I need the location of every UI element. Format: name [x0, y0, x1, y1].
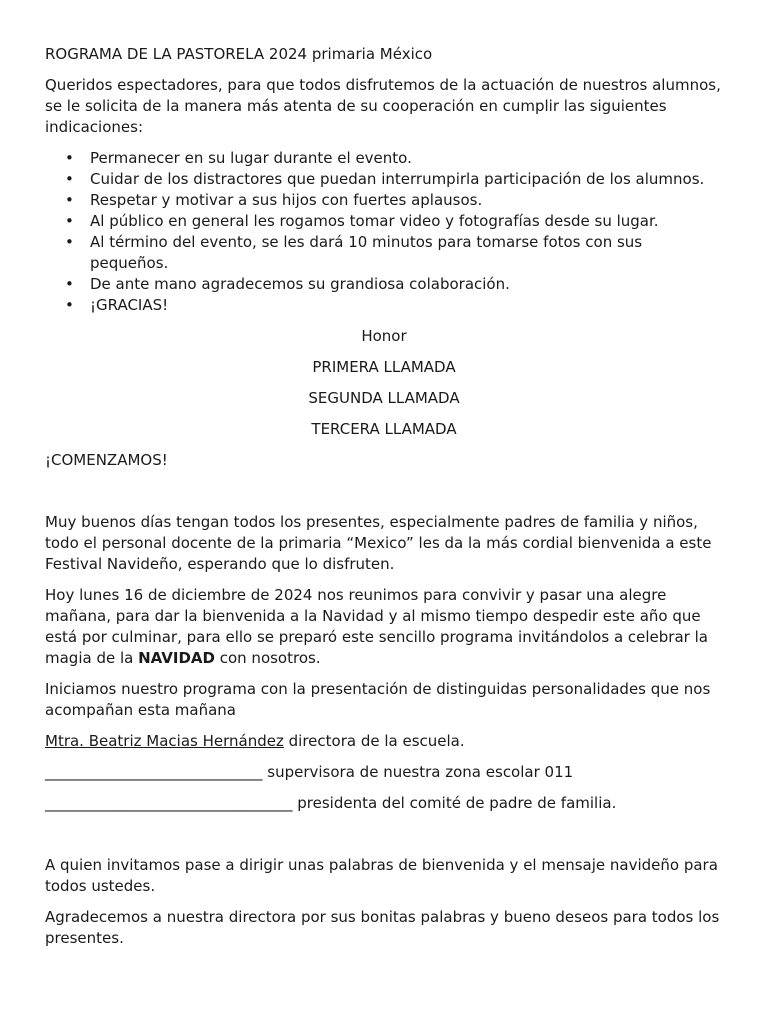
president-line — [45, 793, 723, 814]
thanks-paragraph: Agradecemos a nuestra directora por sus bonitas palabras y bueno deseos para todos los presentes. — [45, 908, 720, 947]
list-item: • De ante mano agradecemos su grandiosa colaboración. — [90, 274, 723, 295]
today-paragraph — [45, 585, 723, 669]
list-item: • Cuidar de los distractores que puedan interrumpirla participación de los alumnos. — [90, 169, 723, 190]
president-blank: _________________________________ — [45, 794, 293, 812]
spacer — [45, 824, 723, 855]
director-role: directora de la escuela. — [283, 732, 465, 750]
list-item: • Al público en general les rogamos tomar video y fotografías desde su lugar. — [90, 211, 723, 232]
today-text-before: Hoy lunes 16 de diciembre de 2024 nos reunimos para convivir y pasar una alegre mañana, para dar la bienvenida a la Navidad y al mismo tiempo despedir este año que está por culminar, para ello se preparó este sencillo programa invitándolos a celebrar la magia de la — [45, 586, 708, 667]
list-item: • Permanecer en su lugar durante el evento. — [90, 148, 723, 169]
list-item: • Al término del evento, se les dará 10 minutos para tomarse fotos con sus pequeños. — [90, 232, 723, 274]
intro-paragraph: Queridos espectadores, para que todos disfrutemos de la actuación de nuestros alumnos, se le solicita de la manera más atenta de su cooperación en cumplir las siguientes indicaciones: — [45, 76, 721, 136]
rules-list — [45, 148, 723, 316]
document-title: ROGRAMA DE LA PASTORELA 2024 primaria México — [45, 45, 433, 63]
president-role: presidenta del comité de padre de familia. — [292, 794, 617, 812]
director-name: Mtra. Beatriz Macias Hernández — [45, 732, 284, 750]
list-item: • ¡GRACIAS! — [90, 295, 723, 316]
supervisor-line — [45, 762, 723, 783]
list-item: • Respetar y motivar a sus hijos con fuertes aplausos. — [90, 190, 723, 211]
invite-paragraph: A quien invitamos pase a dirigir unas palabras de bienvenida y el mensaje navideño para todos ustedes. — [45, 856, 718, 895]
welcome-paragraph: Muy buenos días tengan todos los presentes, especialmente padres de familia y niños, todo el personal docente de la primaria “Mexico” les da la más cordial bienvenida a este Festival Navideño, esperando que lo disfruten. — [45, 513, 712, 573]
director-line — [45, 731, 723, 752]
spacer — [45, 481, 723, 512]
today-text-after: con nosotros. — [214, 649, 321, 667]
supervisor-role: supervisora de nuestra zona escolar 011 — [262, 763, 574, 781]
start-announcement: ¡COMENZAMOS! — [45, 451, 168, 469]
supervisor-blank: _____________________________ — [45, 763, 263, 781]
third-call: TERCERA LLAMADA — [311, 420, 457, 438]
honor-heading: Honor — [361, 327, 407, 345]
navidad-bold-text: NAVIDAD — [138, 649, 215, 667]
presentation-paragraph: Iniciamos nuestro programa con la presentación de distinguidas personalidades que nos acompañan esta mañana — [45, 680, 711, 719]
second-call: SEGUNDA LLAMADA — [308, 389, 460, 407]
first-call: PRIMERA LLAMADA — [312, 358, 456, 376]
